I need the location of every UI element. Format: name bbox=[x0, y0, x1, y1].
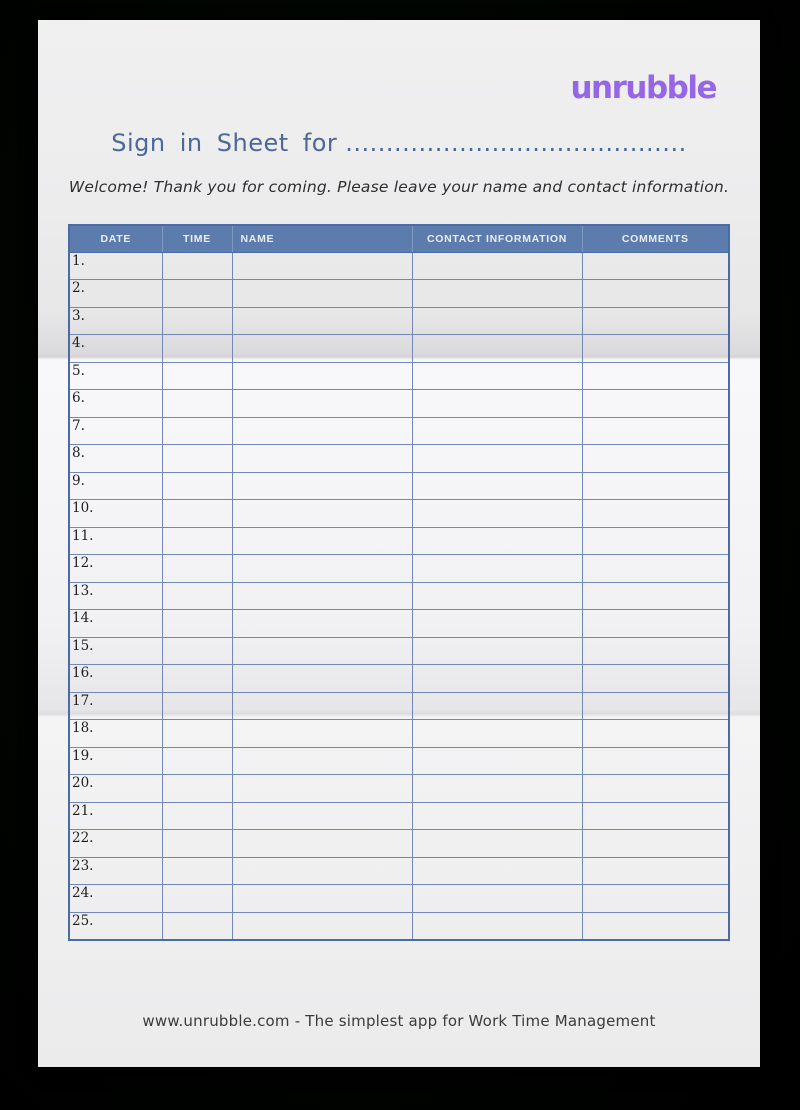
comments-cell bbox=[582, 335, 729, 363]
date-cell: 21. bbox=[69, 802, 162, 830]
date-cell: 17. bbox=[69, 692, 162, 720]
comments-cell bbox=[582, 885, 729, 913]
table-row bbox=[69, 775, 729, 803]
comments-cell bbox=[582, 417, 729, 445]
time-cell bbox=[162, 280, 232, 308]
sign-in-sheet-page bbox=[38, 20, 760, 1067]
contact-information-cell bbox=[412, 857, 582, 885]
comments-cell bbox=[582, 362, 729, 390]
time-cell bbox=[162, 637, 232, 665]
table-row bbox=[69, 720, 729, 748]
contact-information-cell bbox=[412, 637, 582, 665]
table-row bbox=[69, 390, 729, 418]
table-row bbox=[69, 500, 729, 528]
table-row bbox=[69, 857, 729, 885]
date-cell: 13. bbox=[69, 582, 162, 610]
comments-cell bbox=[582, 500, 729, 528]
comments-cell bbox=[582, 747, 729, 775]
comments-cell bbox=[582, 610, 729, 638]
table-row bbox=[69, 472, 729, 500]
comments-cell bbox=[582, 390, 729, 418]
name-cell bbox=[232, 830, 412, 858]
time-cell bbox=[162, 830, 232, 858]
name-cell bbox=[232, 692, 412, 720]
date-cell: 2. bbox=[69, 280, 162, 308]
time-cell bbox=[162, 335, 232, 363]
name-cell bbox=[232, 417, 412, 445]
contact-information-cell bbox=[412, 720, 582, 748]
comments-cell bbox=[582, 582, 729, 610]
time-cell bbox=[162, 417, 232, 445]
time-cell bbox=[162, 555, 232, 583]
date-cell: 10. bbox=[69, 500, 162, 528]
time-cell bbox=[162, 857, 232, 885]
table-row bbox=[69, 802, 729, 830]
date-cell: 18. bbox=[69, 720, 162, 748]
name-cell bbox=[232, 390, 412, 418]
date-cell: 3. bbox=[69, 307, 162, 335]
column-header-time: TIME bbox=[162, 225, 232, 252]
date-cell: 24. bbox=[69, 885, 162, 913]
name-cell bbox=[232, 665, 412, 693]
date-cell: 9. bbox=[69, 472, 162, 500]
contact-information-cell bbox=[412, 335, 582, 363]
comments-cell bbox=[582, 555, 729, 583]
table-row bbox=[69, 830, 729, 858]
contact-information-cell bbox=[412, 555, 582, 583]
contact-information-cell bbox=[412, 390, 582, 418]
name-cell bbox=[232, 637, 412, 665]
comments-cell bbox=[582, 527, 729, 555]
contact-information-cell bbox=[412, 280, 582, 308]
contact-information-cell bbox=[412, 582, 582, 610]
date-cell: 11. bbox=[69, 527, 162, 555]
table-row bbox=[69, 527, 729, 555]
date-cell: 5. bbox=[69, 362, 162, 390]
name-cell bbox=[232, 857, 412, 885]
table-row bbox=[69, 417, 729, 445]
contact-information-cell bbox=[412, 417, 582, 445]
name-cell bbox=[232, 802, 412, 830]
table-row bbox=[69, 445, 729, 473]
date-cell: 20. bbox=[69, 775, 162, 803]
comments-cell bbox=[582, 830, 729, 858]
date-cell: 15. bbox=[69, 637, 162, 665]
name-cell bbox=[232, 527, 412, 555]
name-cell bbox=[232, 445, 412, 473]
column-header-date: DATE bbox=[69, 225, 162, 252]
name-cell bbox=[232, 720, 412, 748]
name-cell bbox=[232, 307, 412, 335]
table-row bbox=[69, 692, 729, 720]
name-cell bbox=[232, 747, 412, 775]
time-cell bbox=[162, 472, 232, 500]
comments-cell bbox=[582, 720, 729, 748]
name-cell bbox=[232, 555, 412, 583]
column-header-contact-information: CONTACT INFORMATION bbox=[412, 225, 582, 252]
time-cell bbox=[162, 307, 232, 335]
name-cell bbox=[232, 472, 412, 500]
time-cell bbox=[162, 445, 232, 473]
contact-information-cell bbox=[412, 472, 582, 500]
name-cell bbox=[232, 775, 412, 803]
contact-information-cell bbox=[412, 610, 582, 638]
contact-information-cell bbox=[412, 500, 582, 528]
time-cell bbox=[162, 747, 232, 775]
time-cell bbox=[162, 252, 232, 280]
comments-cell bbox=[582, 472, 729, 500]
comments-cell bbox=[582, 692, 729, 720]
comments-cell bbox=[582, 802, 729, 830]
name-cell bbox=[232, 252, 412, 280]
date-cell: 6. bbox=[69, 390, 162, 418]
name-cell bbox=[232, 582, 412, 610]
time-cell bbox=[162, 885, 232, 913]
time-cell bbox=[162, 775, 232, 803]
time-cell bbox=[162, 610, 232, 638]
contact-information-cell bbox=[412, 527, 582, 555]
name-cell bbox=[232, 362, 412, 390]
table-row bbox=[69, 912, 729, 940]
date-cell: 4. bbox=[69, 335, 162, 363]
date-cell: 22. bbox=[69, 830, 162, 858]
contact-information-cell bbox=[412, 692, 582, 720]
comments-cell bbox=[582, 445, 729, 473]
time-cell bbox=[162, 720, 232, 748]
contact-information-cell bbox=[412, 830, 582, 858]
column-header-comments: COMMENTS bbox=[582, 225, 729, 252]
time-cell bbox=[162, 665, 232, 693]
contact-information-cell bbox=[412, 665, 582, 693]
table-row bbox=[69, 637, 729, 665]
date-cell: 25. bbox=[69, 912, 162, 940]
table-row bbox=[69, 582, 729, 610]
date-cell: 7. bbox=[69, 417, 162, 445]
title-fill-in-dots: .......................................... bbox=[345, 129, 687, 157]
table-row bbox=[69, 252, 729, 280]
comments-cell bbox=[582, 775, 729, 803]
welcome-subtitle: Welcome! Thank you for coming. Please leave your name and contact information. bbox=[68, 178, 730, 196]
sign-in-table-body bbox=[69, 252, 729, 940]
date-cell: 14. bbox=[69, 610, 162, 638]
name-cell bbox=[232, 500, 412, 528]
date-cell: 12. bbox=[69, 555, 162, 583]
footer-tagline: www.unrubble.com - The simplest app for Work Time Management bbox=[142, 1012, 656, 1030]
unrubble-logo: unrubble bbox=[570, 70, 716, 106]
comments-cell bbox=[582, 912, 729, 940]
contact-information-cell bbox=[412, 252, 582, 280]
time-cell bbox=[162, 582, 232, 610]
table-row bbox=[69, 665, 729, 693]
time-cell bbox=[162, 692, 232, 720]
date-cell: 8. bbox=[69, 445, 162, 473]
name-cell bbox=[232, 280, 412, 308]
table-row bbox=[69, 747, 729, 775]
contact-information-cell bbox=[412, 885, 582, 913]
table-row bbox=[69, 610, 729, 638]
column-header-name: NAME bbox=[232, 225, 412, 252]
table-row bbox=[69, 885, 729, 913]
page-title-text: Sign in Sheet for bbox=[111, 129, 338, 157]
name-cell bbox=[232, 610, 412, 638]
table-row bbox=[69, 307, 729, 335]
page-title bbox=[38, 129, 760, 157]
name-cell bbox=[232, 885, 412, 913]
date-cell: 23. bbox=[69, 857, 162, 885]
name-cell bbox=[232, 912, 412, 940]
sign-in-table bbox=[68, 224, 730, 941]
contact-information-cell bbox=[412, 775, 582, 803]
date-cell: 19. bbox=[69, 747, 162, 775]
contact-information-cell bbox=[412, 747, 582, 775]
contact-information-cell bbox=[412, 307, 582, 335]
contact-information-cell bbox=[412, 445, 582, 473]
contact-information-cell bbox=[412, 802, 582, 830]
comments-cell bbox=[582, 637, 729, 665]
time-cell bbox=[162, 500, 232, 528]
comments-cell bbox=[582, 307, 729, 335]
contact-information-cell bbox=[412, 912, 582, 940]
date-cell: 16. bbox=[69, 665, 162, 693]
comments-cell bbox=[582, 280, 729, 308]
time-cell bbox=[162, 390, 232, 418]
time-cell bbox=[162, 802, 232, 830]
time-cell bbox=[162, 362, 232, 390]
table-row bbox=[69, 280, 729, 308]
table-row bbox=[69, 362, 729, 390]
comments-cell bbox=[582, 665, 729, 693]
time-cell bbox=[162, 912, 232, 940]
contact-information-cell bbox=[412, 362, 582, 390]
name-cell bbox=[232, 335, 412, 363]
comments-cell bbox=[582, 857, 729, 885]
table-row bbox=[69, 335, 729, 363]
sign-in-table-header bbox=[69, 225, 729, 252]
date-cell: 1. bbox=[69, 252, 162, 280]
time-cell bbox=[162, 527, 232, 555]
table-row bbox=[69, 555, 729, 583]
comments-cell bbox=[582, 252, 729, 280]
